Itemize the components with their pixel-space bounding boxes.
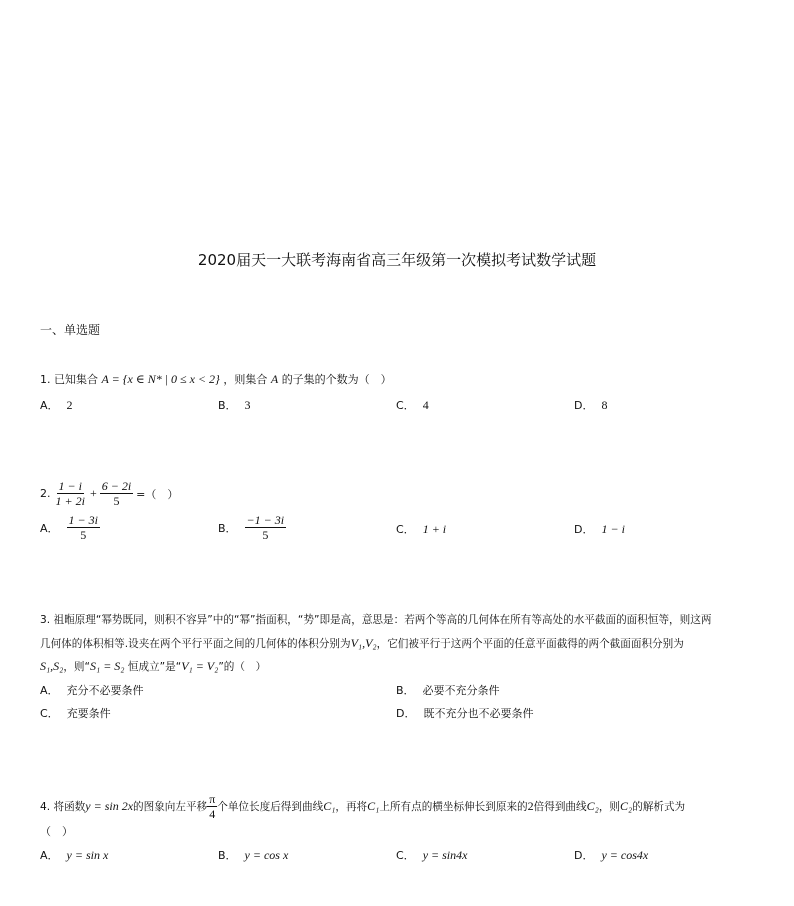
question-text: ”的（ ）: [218, 661, 267, 673]
option-label: A．: [40, 399, 59, 412]
option-value: y = cos x: [244, 848, 289, 862]
question-text: ，则“: [63, 661, 91, 673]
option-a[interactable]: [40, 397, 73, 413]
fraction: [207, 792, 217, 821]
option-label: B．: [396, 684, 415, 697]
option-value: 充分不必要条件: [66, 684, 144, 697]
set-expression: A = {x ∈ N* | 0 ≤ x < 2}: [101, 372, 220, 386]
function-expression: y = sin 2x: [85, 799, 134, 813]
question-text: ，则: [598, 801, 620, 813]
fraction: [54, 479, 87, 508]
option-value: 必要不充分条件: [422, 684, 500, 697]
fraction: [67, 513, 100, 542]
option-label: D．: [574, 849, 594, 862]
question-4-line-1: [40, 792, 685, 821]
option-value: 既不充分也不必要条件: [423, 707, 534, 720]
numerator: π: [209, 792, 216, 806]
question-2: [40, 479, 178, 508]
denominator: 5: [113, 494, 120, 508]
option-value: 2: [66, 398, 73, 412]
option-c[interactable]: [396, 397, 429, 413]
option-label: B．: [218, 521, 237, 535]
option-a[interactable]: [40, 513, 100, 542]
denominator: 1 + 2i: [55, 494, 85, 508]
question-text: 的图象向左平移: [133, 801, 208, 813]
curve-c1: C₁: [323, 799, 336, 813]
option-label: C．: [396, 523, 415, 536]
question-text: 的解析式为: [632, 801, 686, 813]
section-heading: 一、单选题: [40, 323, 101, 337]
option-value: 1 − i: [601, 522, 625, 536]
volume-variables: V₁,V₂: [350, 636, 377, 650]
fraction: [245, 513, 287, 542]
question-text: 4. 将函数: [40, 801, 86, 813]
question-3-line-2: [40, 636, 684, 651]
curve-c2: C₂: [586, 799, 599, 813]
option-b[interactable]: [218, 847, 288, 863]
option-label: B．: [218, 399, 237, 412]
option-b[interactable]: [218, 513, 286, 542]
option-a[interactable]: [40, 682, 144, 698]
denominator: 5: [80, 528, 87, 542]
option-d[interactable]: [396, 705, 533, 721]
curve-c1: C₁: [367, 799, 380, 813]
fraction: [100, 479, 133, 508]
question-3-line-1: 3. 祖暅原理“幂势既同，则积不容异”中的“幂”指面积，“势”即是高，意思是：若两个等高的几何体在所有等高处的水平截面的面积恒等，则这两: [40, 614, 712, 626]
option-label: B．: [218, 849, 237, 862]
numerator: 6 − 2i: [101, 479, 132, 493]
question-number: 1.: [40, 373, 51, 386]
option-a[interactable]: [40, 847, 108, 863]
curve-c2: C₂: [620, 799, 633, 813]
option-value: y = cos4x: [601, 848, 649, 862]
option-b[interactable]: [396, 682, 500, 698]
option-value: 3: [244, 398, 251, 412]
option-value: 4: [422, 398, 429, 412]
option-value: 8: [601, 398, 608, 412]
scale-factor: 2: [527, 799, 534, 813]
question-text: ，再将: [335, 801, 368, 813]
question-text: 已知集合: [54, 373, 98, 386]
numerator: 1 − 3i: [68, 513, 98, 527]
option-label: C．: [40, 707, 59, 720]
option-label: A．: [40, 849, 59, 862]
area-equation: S₁ = S₂: [90, 659, 125, 673]
numerator: −1 − 3i: [246, 513, 285, 527]
denominator: 5: [262, 528, 269, 542]
option-d[interactable]: [574, 521, 625, 537]
option-value: y = sin x: [66, 848, 109, 862]
option-c[interactable]: [396, 521, 446, 537]
option-value: 1 + i: [422, 522, 447, 536]
question-text: 个单位长度后得到曲线: [217, 801, 324, 813]
option-value: 充要条件: [66, 707, 111, 720]
plus-sign: +: [89, 486, 97, 500]
numerator: 1 − i: [58, 479, 82, 493]
option-label: D．: [396, 707, 416, 720]
set-variable: A: [270, 372, 279, 386]
question-1: [40, 371, 392, 387]
option-value: y = sin4x: [422, 848, 468, 862]
answer-paren: （ ）: [40, 825, 73, 838]
question-text: 的子集的个数为（ ）: [281, 373, 392, 386]
question-text: =（ ）: [136, 487, 179, 501]
question-3-line-3: [40, 659, 266, 674]
option-c[interactable]: [40, 705, 111, 721]
question-text: 恒成立”是“: [124, 661, 182, 673]
option-label: D．: [574, 523, 594, 536]
question-text: ，则集合: [223, 373, 268, 386]
option-label: C．: [396, 399, 415, 412]
option-b[interactable]: [218, 397, 251, 413]
question-number: 2.: [40, 487, 51, 500]
question-text: 几何体的体积相等.设夹在两个平行平面之间的几何体的体积分别为: [40, 638, 351, 650]
option-label: D．: [574, 399, 594, 412]
volume-equation: V₁ = V₂: [181, 659, 219, 673]
option-label: A．: [40, 521, 59, 535]
denominator: 4: [209, 807, 216, 821]
question-text: 倍得到曲线: [533, 801, 587, 813]
option-d[interactable]: [574, 397, 607, 413]
option-label: A．: [40, 684, 59, 697]
page-title: 2020届天一大联考海南省高三年级第一次模拟考试数学试题: [197, 251, 597, 269]
option-c[interactable]: [396, 847, 467, 863]
option-label: C．: [396, 849, 415, 862]
option-d[interactable]: [574, 847, 648, 863]
question-text: 上所有点的横坐标伸长到原来的: [379, 801, 528, 813]
question-text: ，它们被平行于这两个平面的任意平面截得的两个截面面积分别为: [376, 638, 684, 650]
area-variables: S₁,S₂: [40, 659, 64, 673]
